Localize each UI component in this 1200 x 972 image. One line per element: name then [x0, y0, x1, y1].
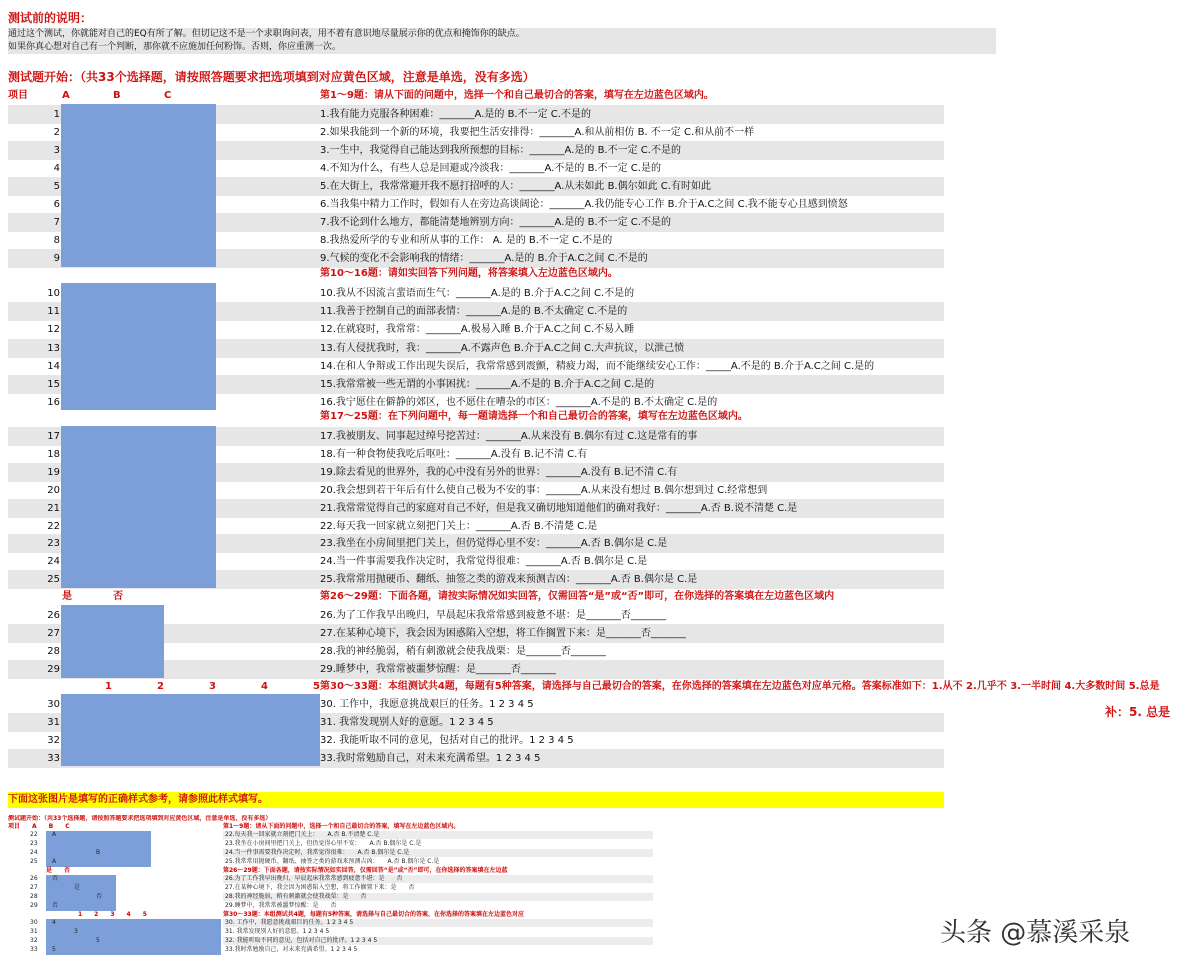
sample-scale-header: 1 2 3 4 5	[78, 911, 147, 918]
row-number: 33	[47, 753, 60, 764]
sample-question-text: 30. 工作中，我愿意挑战艰巨的任务。1 2 3 4 5	[225, 919, 354, 926]
row-number: 8	[53, 235, 60, 246]
sample-question-text: 22.每天我一回家就立刻把门关上： A.否 B.不清楚 C.是	[225, 831, 380, 838]
question-text: 22.每天我一回家就立刻把门关上：_______A.否 B.不清楚 C.是	[320, 520, 598, 532]
row-number: 10	[47, 288, 60, 299]
row-number: 23	[47, 538, 60, 550]
sample-question-text: 25.我常常用抛硬币、翻纸、抽签之类的游戏来预测吉凶： A.否 B.偶尔是 C.是	[225, 858, 440, 865]
header-b: B	[113, 90, 121, 101]
sample-row-number: 29	[30, 902, 38, 909]
question-text: 16.我宁愿住在僻静的郊区，也不愿住在嘈杂的市区：_______A.不是的 B.不太确定 C.是的	[320, 397, 718, 409]
answer-area-q30-33[interactable]	[61, 694, 320, 766]
row-number: 29	[47, 664, 60, 676]
row-number: 17	[47, 431, 60, 442]
sample-row-number: 30	[30, 919, 38, 926]
sample-row-number: 33	[30, 946, 38, 953]
question-text: 31. 我常发现别人好的意愿。1 2 3 4 5	[320, 717, 494, 728]
sample-answer-mark: 4	[52, 919, 56, 926]
sample-question-text: 33.我时常勉励自己，对未来充满希望。1 2 3 4 5	[225, 946, 358, 953]
sample-answer-mark: 否	[52, 875, 59, 882]
sample-row-number: 32	[30, 937, 38, 944]
scale-col-2: 2	[157, 681, 164, 692]
row-number: 28	[47, 646, 60, 658]
question-text: 6.当我集中精力工作时，假如有人在旁边高谈阔论：_______A.我仍能专心工作 B.介于A.C之间 C.我不能专心且感到愤怒	[320, 199, 848, 210]
reference-sample-image	[8, 815, 653, 963]
answer-area-q1-9[interactable]	[61, 104, 216, 267]
scale-col-1: 1	[105, 681, 112, 692]
row-number: 1	[53, 109, 60, 120]
question-text: 7.我不论到什么地方，都能清楚地辨别方向：_______A.是的 B.不一定 C.不是的	[320, 217, 671, 228]
row-number: 18	[47, 448, 60, 460]
question-text: 24.当一件事需要我作决定时，我常觉得很难：_______A.否 B.偶尔是 C.是	[320, 556, 648, 568]
sample-answer-mark: 5	[96, 937, 100, 944]
intro-title: 测试前的说明：	[8, 11, 93, 25]
question-text: 23.我坐在小房间里把门关上，但仍觉得心里不安：_______A.否 B.偶尔是 C.是	[320, 538, 668, 550]
sample-question-text: 27.在某种心境下，我会因为困惑陷入空想，将工作搁置下来：是 否	[225, 884, 415, 891]
question-text: 30. 工作中，我愿意挑战艰巨的任务。1 2 3 4 5	[320, 699, 534, 710]
row-number: 11	[47, 306, 60, 318]
question-text: 1.我有能力克服各种困难：_______A.是的 B.不一定 C.不是的	[320, 109, 591, 120]
question-text: 5.在大街上，我常常避开我不愿打招呼的人：_______A.从未如此 B.偶尔如此 C.有时如此	[320, 181, 711, 192]
header-c: C	[164, 90, 172, 101]
sample-question-text: 24.当一件事需要我作决定时，我常觉得很难： A.否 B.偶尔是 C.是	[225, 849, 410, 856]
row-number: 4	[53, 163, 60, 174]
question-text: 33.我时常勉励自己，对未来充满希望。1 2 3 4 5	[320, 753, 541, 764]
reference-banner-text: 下面这张图片是填写的正确样式参考，请参照此样式填写。	[8, 794, 268, 805]
question-text: 4.不知为什么，有些人总是回避或冷淡我：_______A.不是的 B.不一定 C.是的	[320, 163, 661, 174]
sample-row-number: 31	[30, 928, 38, 935]
row-number: 13	[47, 342, 60, 354]
row-number: 25	[47, 574, 60, 586]
sample-answer-mark: 否	[52, 902, 59, 909]
answer-area-q10-16[interactable]	[61, 283, 216, 410]
row-number: 12	[47, 324, 60, 336]
sample-row-number: 28	[30, 893, 38, 900]
row-number: 30	[47, 699, 60, 710]
row-number: 20	[47, 484, 60, 496]
question-text: 9.气候的变化不会影响我的情绪：_______A.是的 B.介于A.C之间 C.不是的	[320, 253, 648, 264]
sample-row-number: 24	[30, 849, 38, 856]
row-number: 22	[47, 520, 60, 532]
question-text: 3.一生中，我觉得自己能达到我所预想的目标：_______A.是的 B.不一定 C.不是的	[320, 145, 681, 156]
question-text: 2.如果我能到一个新的环境，我要把生活安排得：_______A.和从前相仿 B. 不一定 C.和从前不一样	[320, 127, 755, 138]
sample-section-4: 第26～29题：下面各题，请按实际情况如实回答，仅需回答“是”或“否”即可，在你选择的答案填在左边蓝	[223, 867, 508, 874]
section-4-instructions: 第26～29题：下面各题，请按实际情况如实回答，仅需回答“是”或“否”即可，在你选择的答案填在左边蓝色区域内	[320, 591, 835, 602]
row-number: 27	[47, 628, 60, 640]
section-1-instructions: 第1～9题：请从下面的问题中，选择一个和自己最切合的答案，填写在左边蓝色区域内。	[320, 90, 714, 101]
sample-question-text: 23.我坐在小房间里把门关上，但仍觉得心里不安： A.否 B.偶尔是 C.是	[225, 840, 422, 847]
row-number: 15	[47, 379, 60, 390]
sample-row-number: 22	[30, 831, 38, 838]
row-number: 21	[47, 502, 60, 514]
question-text: 13.有人侵扰我时，我：_______A.不露声色 B.介于A.C之间 C.大声抗议，以泄己愤	[320, 342, 685, 354]
sample-answer-mark: A	[52, 831, 57, 838]
question-text: 18.有一种食物使我吃后呕吐：_______A.没有 B.记不清 C.有	[320, 448, 588, 460]
question-text: 20.我会想到若干年后有什么使自己极为不安的事：_______A.从来没有想过 B.偶尔想到过 C.经常想到	[320, 484, 768, 496]
header-item: 项目	[8, 90, 28, 101]
scale-col-4: 4	[261, 681, 268, 692]
sample-start-title: 测试题开始：（共33个选择题，请按照答题要求把选项填到对应黄色区域，注意是单选，没有多选）	[8, 815, 272, 822]
scale-col-5: 5	[313, 681, 320, 692]
section-5-instructions: 第30～33题：本组测试共4题，每题有5种答案，请选择与自己最切合的答案，在你选择的答案填在左边蓝色对应单元格。答案标准如下：1.从不 2.几乎不 3.一半时间 4.大多数时间 5.总是	[320, 681, 1160, 692]
question-text: 14.在和人争辩或工作出现失误后，我常常感到震颤，精疲力竭，而不能继续安心工作：_____A.不是的 B.介于A.C之间 C.是的	[320, 360, 875, 372]
question-text: 21.我常常觉得自己的家庭对自己不好，但是我又确切地知道他们的确对我好：_______A.否 B.说不清楚 C.是	[320, 502, 798, 514]
intro-line-2: 如果你真心想对自己有一个判断，那你就不应施加任何粉饰。否则，你应重测一次。	[8, 42, 342, 52]
sample-answer-mark: B	[96, 849, 101, 856]
sample-question-text: 28.我的神经脆弱，稍有刺激就会使我战栗：是 否	[225, 893, 367, 900]
section-2-instructions: 第10～16题：请如实回答下列问题，将答案填入左边蓝色区域内。	[320, 268, 618, 279]
row-number: 5	[53, 181, 60, 192]
question-text: 29.睡梦中，我常常被噩梦惊醒：是_______否_______	[320, 664, 556, 676]
sample-answer-mark: A	[52, 858, 57, 865]
row-number: 31	[47, 717, 60, 728]
scale-col-3: 3	[209, 681, 216, 692]
sample-answer-mark: 是	[74, 884, 81, 891]
sample-answer-area	[46, 919, 221, 955]
question-text: 25.我常常用抛硬币、翻纸、抽签之类的游戏来预测吉凶：_______A.否 B.偶尔是 C.是	[320, 574, 698, 586]
sample-row-number: 25	[30, 858, 38, 865]
sample-row-number: 26	[30, 875, 38, 882]
row-number: 26	[47, 610, 60, 621]
question-text: 19.除去看见的世界外，我的心中没有另外的世界：_______A.没有 B.记不清 C.有	[320, 466, 678, 478]
sample-answer-mark: 否	[96, 893, 103, 900]
row-number: 32	[47, 735, 60, 746]
sample-section-5: 第30～33题：本组测试共4题，每题有5种答案，请选择与自己最切合的答案，在你选择的答案填在左边蓝色对应	[223, 911, 525, 918]
question-text: 12.在就寝时，我常常：_______A.极易入睡 B.介于A.C之间 C.不易入睡	[320, 324, 635, 336]
row-number: 9	[53, 253, 60, 264]
header-yes: 是	[62, 591, 72, 602]
sample-question-text: 31. 我常发现别人好的意愿。1 2 3 4 5	[225, 928, 330, 935]
row-number: 14	[47, 360, 60, 372]
sample-header: 项目 A B C	[8, 823, 70, 830]
question-text: 17.我被朋友、同事起过绰号挖苦过：_______A.从来没有 B.偶尔有过 C.这是常有的事	[320, 431, 698, 442]
answer-area-q26-29[interactable]	[61, 605, 164, 678]
header-no: 否	[113, 591, 123, 602]
question-text: 27.在某种心境下，我会因为困惑陷入空想，将工作搁置下来：是_______否_______	[320, 628, 686, 640]
answer-area-q17-25[interactable]	[61, 426, 216, 588]
sample-answer-mark: 3	[74, 928, 78, 935]
row-number: 2	[53, 127, 60, 138]
row-number: 19	[47, 466, 60, 478]
row-number: 24	[47, 556, 60, 568]
question-text: 8.我热爱所学的专业和所从事的工作： A. 是的 B.不一定 C.不是的	[320, 235, 613, 246]
row-number: 7	[53, 217, 60, 228]
row-number: 16	[47, 397, 60, 409]
intro-line-1: 通过这个测试，你就能对自己的EQ有所了解。但切记这不是一个求职询问表，用不着有意识地尽量展示你的优点和掩饰你的缺点。	[8, 29, 525, 39]
sample-question-text: 32. 我能听取不同的意见，包括对自己的批评。1 2 3 4 5	[225, 937, 378, 944]
question-text: 10.我从不因流言蜚语而生气：_______A.是的 B.介于A.C之间 C.不是的	[320, 288, 635, 299]
watermark: 头条 @慕溪采泉	[940, 918, 1131, 948]
start-title: 测试题开始：（共33个选择题，请按照答题要求把选项填到对应黄色区域，注意是单选，没有多选）	[8, 70, 535, 84]
row-number: 6	[53, 199, 60, 210]
question-text: 11.我善于控制自己的面部表情：_______A.是的 B.不太确定 C.不是的	[320, 306, 628, 318]
question-text: 15.我常常被一些无谓的小事困扰：_______A.不是的 B.介于A.C之间 C.是的	[320, 379, 655, 390]
sample-question-text: 29.睡梦中，我常常被噩梦惊醒：是 否	[225, 902, 337, 909]
row-number: 3	[53, 145, 60, 156]
question-text: 28.我的神经脆弱，稍有刺激就会使我战栗：是_______否_______	[320, 646, 606, 658]
section-3-instructions: 第17～25题：在下列问题中，每一题请选择一个和自己最切合的答案，填写在左边蓝色区域内。	[320, 411, 748, 422]
supplement-note: 补：5. 总是	[1105, 705, 1171, 719]
sample-row-number: 27	[30, 884, 38, 891]
sample-row-number: 23	[30, 840, 38, 847]
question-text: 26.为了工作我早出晚归，早晨起床我常常感到疲惫不堪：是_______否_______	[320, 610, 666, 621]
sample-question-text: 26.为了工作我早出晚归，早晨起床我常常感到疲惫不堪：是 否	[225, 875, 403, 882]
question-text: 32. 我能听取不同的意见，包括对自己的批评。1 2 3 4 5	[320, 735, 574, 746]
sample-yesno-header: 是 否	[46, 867, 71, 874]
sample-section-1: 第1～9题：请从下面的问题中，选择一个和自己最切合的答案，填写在左边蓝色区域内。	[223, 823, 460, 830]
sample-answer-mark: 5	[52, 946, 56, 953]
header-a: A	[62, 90, 70, 101]
